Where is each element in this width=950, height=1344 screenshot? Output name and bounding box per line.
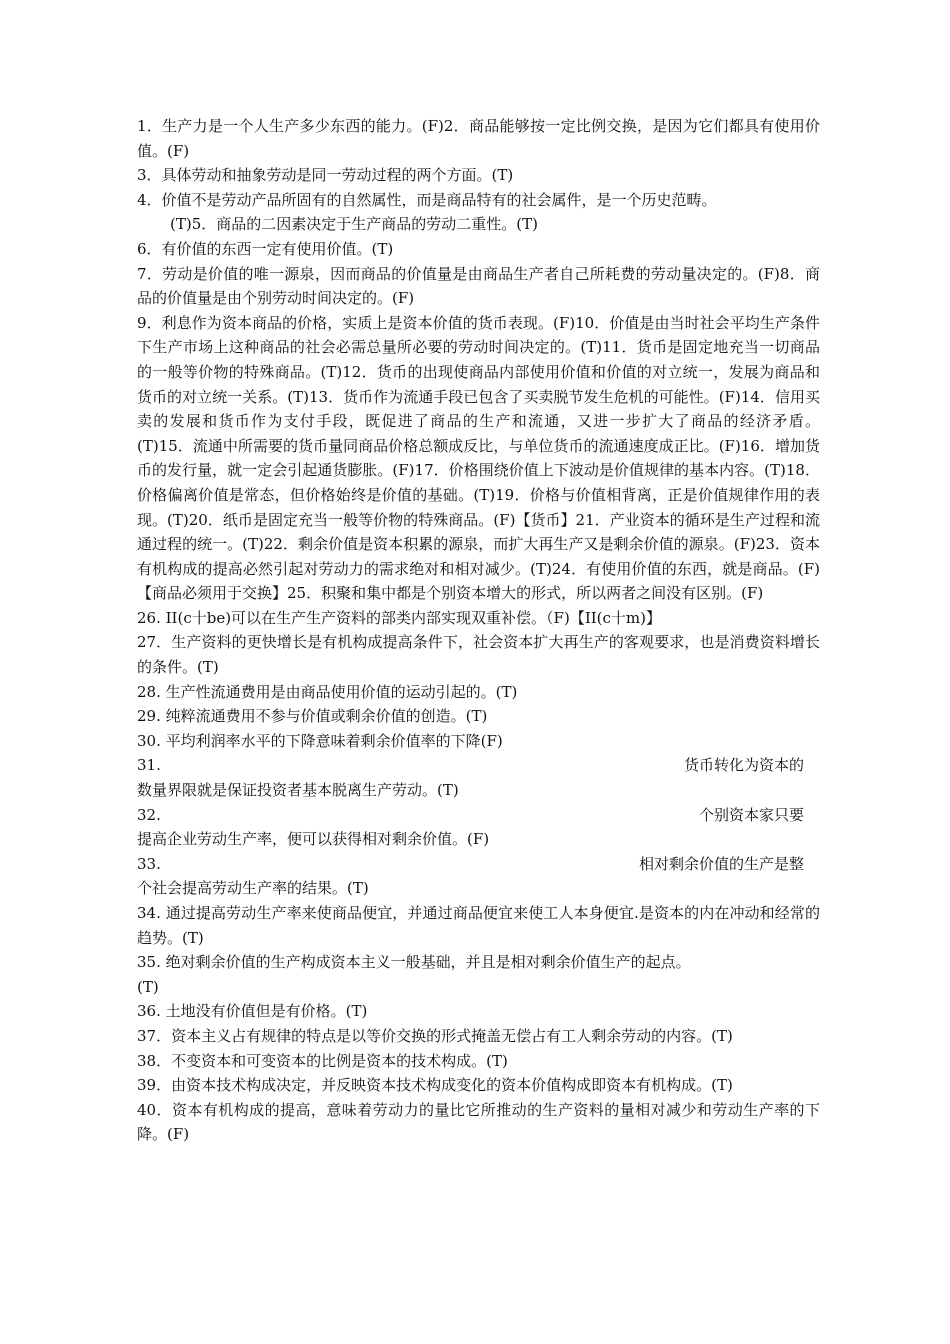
paragraph-q31-line2: 数量界限就是保证投资者基本脱离生产劳动。(T) (137, 781, 459, 800)
paragraph-q30: 30. 平均利润率水平的下降意味着剩余价值率的下降(F) (137, 731, 503, 750)
question-number: 31. (137, 756, 161, 775)
paragraph-q33-line2: 个社会提高劳动生产率的结果。(T) (137, 879, 369, 898)
paragraph-q36: 36. 土地没有价值但是有价格。(T) (137, 1002, 368, 1021)
paragraph-q4-line2: (T)5．商品的二因素决定于生产商品的劳动二重性。(T) (170, 215, 538, 234)
paragraph-q31-line1 (137, 753, 820, 778)
question-number: 33. (137, 854, 161, 873)
document-body (137, 114, 820, 1147)
paragraph-q35-line1: 35. 绝对剩余价值的生产构成资本主义一般基础，并且是相对剩余价值生产的起点。 (137, 953, 691, 972)
paragraph-q26: 26. II(c十be)可以在生产生产资料的部类内部实现双重补偿。（F)【II(c十m)】 (137, 608, 661, 627)
question-number: 32. (137, 805, 161, 824)
question-text-start: 相对剩余价值的生产是整 (638, 854, 804, 873)
paragraph-q34: 34. 通过提高劳动生产率来使商品便宜，并通过商品便宜来使工人本身便宜.是资本的内在冲动和经常的趋势。(T) (137, 904, 820, 947)
paragraph-q32-line1 (137, 803, 820, 828)
question-text-start: 货币转化为资本的 (683, 756, 804, 775)
paragraph-q40: 40．资本有机构成的提高，意味着劳动力的量比它所推动的生产资料的量相对减少和劳动生产率的下降。(F) (137, 1100, 820, 1144)
paragraph-q38: 38．不变资本和可变资本的比例是资本的技术构成。(T) (137, 1051, 508, 1070)
paragraph-q39: 39．由资本技术构成决定，并反映资本技术构成变化的资本价值构成即资本有机构成。(T) (137, 1076, 733, 1095)
question-text-start: 个别资本家只要 (698, 805, 804, 824)
paragraph-q1-2: 1．生产力是一个人生产多少东西的能力。(F)2．商品能够按一定比例交换，是因为它们都具有使用价值。(F) (137, 117, 820, 160)
paragraph-q28: 28. 生产性流通费用是由商品使用价值的运动引起的。(T) (137, 682, 518, 701)
paragraph-q6: 6．有价值的东西一定有使用价值。(T) (137, 239, 394, 258)
paragraph-q27: 27．生产资料的更快增长是有机构成提高条件下，社会资本扩大再生产的客观要求，也是消费资料增长的条件。(T) (137, 633, 820, 677)
paragraph-q3: 3．具体劳动和抽象劳动是同一劳动过程的两个方面。(T) (137, 166, 514, 185)
paragraph-q37: 37．资本主义占有规律的特点是以等价交换的形式掩盖无偿占有工人剩余劳动的内容。(T) (137, 1026, 733, 1045)
paragraph-q32-line2: 提高企业劳动生产率，便可以获得相对剩余价值。(F) (137, 830, 490, 849)
paragraph-q9-25: 9．利息作为资本商品的价格，实质上是资本价值的货币表现。(F)10．价值是由当时社会平均生产条件下生产市场上这种商品的社会必需总量所必要的劳动时间决定的。(T)11．货币是固定地充当一切商品的一般等价物的特殊商品。(T)12．货币的出现使商品内部使用价值和价值的对立统一，发展为商品和货币的对立统一关系。(T)13．货币作为流通手段已包含了买卖脱节发生危机的可能性。(F)14．信用买卖的发展和货币作为支付手段，既促进了商品的生产和流通，又进一步扩大了商品的经济矛盾。(T)15．流通中所需要的货币量同商品价格总额成反比，与单位货币的流通速度成正比。(F)16．增加货币的发行量，就一定会引起通货膨胀。(F)17．价格围绕价值上下波动是价值规律的基本内容。(T)18．价格偏离价值是常态，但价格始终是价值的基础。(T)19．价格与价值相背离，正是价值规律作用的表现。(T)20．纸币是固定充当一般等价物的特殊商品。(F)【货币】21．产业资本的循环是生产过程和流通过程的统一。(T)22．剩余价值是资本积累的源泉，而扩大再生产又是剩余价值的源泉。(F)23．资本有机构成的提高必然引起对劳动力的需求绝对和相对减少。(T)24．有使用价值的东西，就是商品。(F)【商品必须用于交换】25．积聚和集中都是个别资本增大的形式，所以两者之间没有区别。(F) (137, 313, 820, 603)
paragraph-q7-8: 7．劳动是价值的唯一源泉，因而商品的价值量是由商品生产者自己所耗费的劳动量决定的。(F)8．商品的价值量是由个别劳动时间决定的。(F) (137, 264, 820, 308)
paragraph-q33-line1 (137, 852, 820, 877)
paragraph-q4-line1: 4．价值不是劳动产品所固有的自然属性，而是商品特有的社会属件，是一个历史范畴。 (137, 190, 717, 209)
paragraph-q35-line2: (T) (137, 977, 159, 996)
paragraph-q29: 29. 纯粹流通费用不参与价值或剩余价值的创造。(T) (137, 707, 488, 726)
